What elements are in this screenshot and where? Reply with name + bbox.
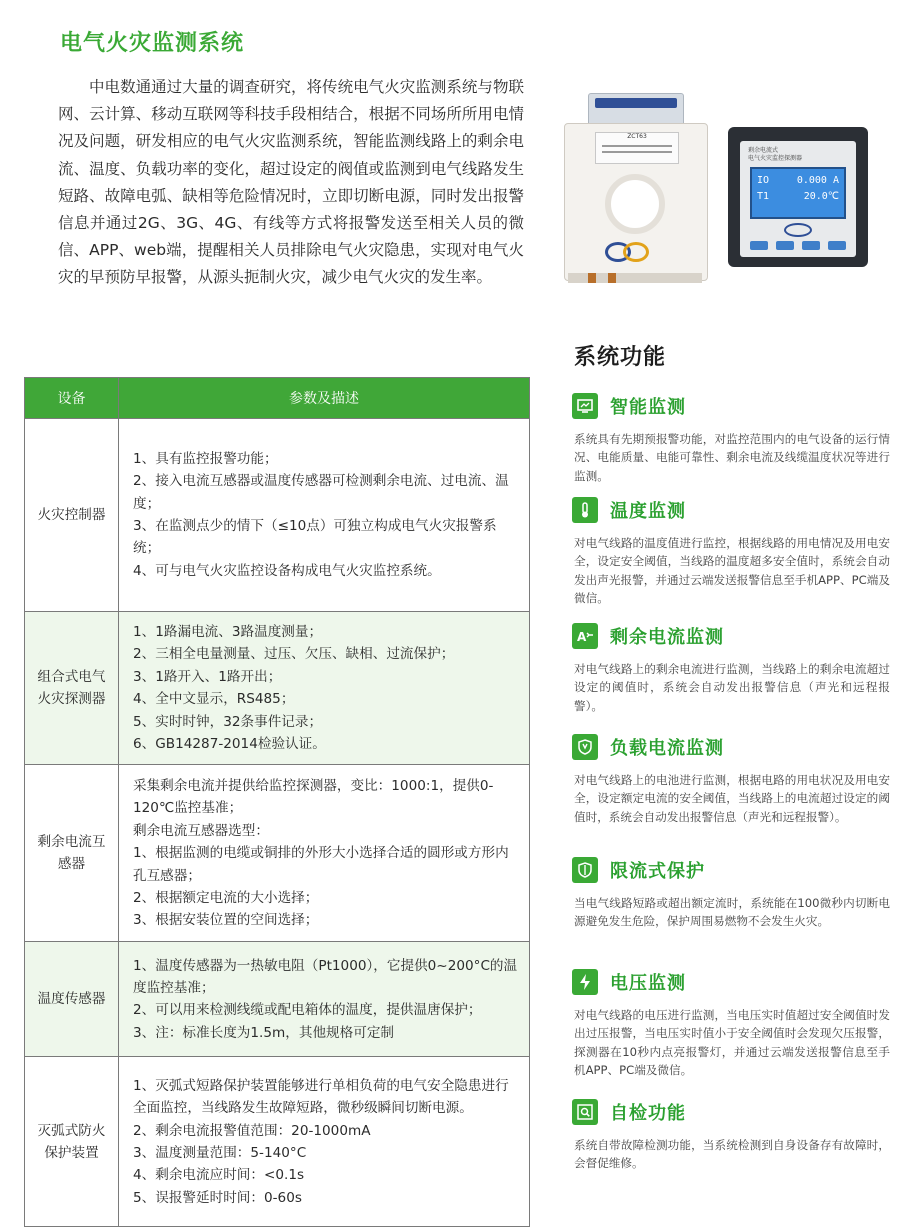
feature-desc: 系统具有先期预报警功能，对监控范围内的电气设备的运行情况、电能质量、电能可靠性、剩余电流及线缆温度状况等进行监测。 (574, 432, 890, 483)
feature-desc: 当电气线路短路或超出额定流时，系统能在100微秒内切断电源避免发生危险，保护周围易燃物不会发生火灾。 (574, 896, 890, 929)
device-cell: 组合式电气火灾探测器 (25, 612, 119, 765)
table-row (25, 612, 530, 765)
feature-residual-current (572, 622, 890, 715)
table-row (25, 942, 530, 1057)
load-icon (572, 734, 598, 760)
feature-voltage (572, 968, 890, 1080)
desc-cell: 1、温度传感器为一热敏电阻（Pt1000），它提供0~200°C的温度监控基准； 2、可以用来检测线缆或配电箱体的温度，提供温唐保护； 3、注：标准长度为1.5m，其他规格可定制 (119, 942, 530, 1057)
table-header-row (25, 378, 530, 419)
feature-name: 电压监测 (610, 973, 686, 994)
feature-self-check (572, 1098, 890, 1173)
desc-cell: 1、具有监控报警功能； 2、接入电流互感器或温度传感器可检测剩余电流、过电流、温度； 3、在监测点少的情下（≤10点）可独立构成电气火灾报警系统； 4、可与电气火灾监控设备构成电气火灾监控系统。 (119, 419, 530, 612)
feature-name: 自检功能 (610, 1103, 686, 1124)
table-row (25, 765, 530, 942)
detector-meter-image (728, 127, 868, 267)
ct-terminals (568, 273, 702, 283)
feature-smart-monitoring (572, 392, 890, 485)
device-cell: 灭弧式防火保护装置 (25, 1057, 119, 1227)
feature-name: 限流式保护 (610, 861, 705, 882)
ct-model: ZCT63 (627, 133, 647, 140)
intro-paragraph: 中电数通通过大量的调查研究，将传统电气火灾监测系统与物联网、云计算、移动互联网等科技手段相结合，根据不同场所所用电情况及问题，研发相应的电气火灾监测系统，智能监测线路上的剩余电流、温度、负载功率的变化，超过设定的阀值或监测到电气线路发生短路、故障电弧、缺相等危险情况时，立即切断电源，同时发出报警信息并通过2G、3G、4G、有线等方式将报警发送至相关人员的微信、APP、web端，提醒相关人员排除电气火灾隐患，实现对电气火灾的早预防早报警，从源头扼制火灾，减少电气火灾的发生率。 (58, 78, 524, 287)
feature-desc: 系统自带故障检测功能，当系统检测到自身设备存有故障时，会督促维修。 (574, 1138, 890, 1171)
ct-hole (605, 174, 665, 234)
desc-cell: 1、1路漏电流、3路温度测量； 2、三相全电量测量、过压、欠压、缺相、过流保护； 3、1路开入、1路开出； 4、全中文显示，RS485； 5、实时时钟，32条事件记录； 6、GB14287-2014检验认证。 (119, 612, 530, 765)
feature-desc: 对电气线路上的电池进行监测，根据电路的用电状况及用电安全，设定额定电流的安全阈值，当线路上的电流超过设定的阈值时，系统会自动发出报警信息（声光和远程报警）。 (574, 773, 890, 824)
meter-header-line: 电气火灾监控探测器 (748, 155, 803, 162)
page-title: 电气火灾监测系统 (60, 31, 245, 56)
feature-name: 剩余电流监测 (610, 627, 724, 648)
ct-body (564, 123, 708, 281)
product-image (560, 75, 870, 295)
meter-header-line: 剩余电流式 (748, 147, 779, 154)
current-icon (572, 623, 598, 649)
self-check-icon (572, 1099, 598, 1125)
feature-temperature (572, 496, 890, 608)
brand-logo-icon (605, 242, 665, 268)
current-transformer-image (560, 93, 710, 283)
meter-row: T1 20.0℃ (757, 191, 839, 202)
feature-load-current (572, 733, 890, 826)
feature-name: 智能监测 (610, 397, 686, 418)
thermometer-icon (572, 497, 598, 523)
svg-text:A: A (577, 630, 587, 644)
desc-cell: 采集剩余电流并提供给监控探测器，变比：1000:1，提供0-120℃监控基准； 剩余电流互感器选型： 1、根据监测的电缆或铜排的外形大小选择合适的圆形或方形内孔互感器； 2、根据额定电流的大小选择； 3、根据安装位置的空间选择； (119, 765, 530, 942)
feature-current-limit (572, 856, 890, 931)
meter-header (748, 147, 848, 163)
table-row (25, 419, 530, 612)
ct-nameplate (595, 132, 679, 164)
feature-desc: 对电气线路上的剩余电流进行监测，当线路上的剩余电流超过设定的阈值时，系统会自动发出报警信息（声光和远程报警）。 (574, 662, 890, 713)
table-row (25, 1057, 530, 1227)
device-spec-table (24, 377, 530, 1227)
functions-title: 系统功能 (574, 345, 667, 370)
device-cell: 温度传感器 (25, 942, 119, 1057)
feature-name: 温度监测 (610, 501, 686, 522)
shield-icon (572, 857, 598, 883)
table-header-device: 设备 (25, 378, 119, 419)
monitor-icon (572, 393, 598, 419)
desc-cell: 1、灭弧式短路保护装置能够进行单相负荷的电气安全隐患进行全面监控，当线路发生故障短路，微秒级瞬间切断电源。 2、剩余电流报警值范围：20-1000mA 3、温度测量范围：5-140°C 4、剩余电流应时间：<0.1s 5、误报警延时时间：0-60s (119, 1057, 530, 1227)
device-cell: 火灾控制器 (25, 419, 119, 612)
table-header-desc: 参数及描述 (119, 378, 530, 419)
meter-logo-icon (784, 223, 812, 237)
lightning-icon (572, 969, 598, 995)
feature-desc: 对电气线路的电压进行监测，当电压实时值超过安全阈值时发出过压报警，当电压实时值小于安全阈值时会发现欠压报警，探测器在10秒内点亮报警灯，并通过云端发送报警信息至手机APP、PC端及微信。 (574, 1008, 890, 1078)
meter-row: IO 0.000 A (757, 175, 839, 186)
feature-name: 负载电流监测 (610, 738, 724, 759)
meter-screen (750, 167, 846, 219)
feature-desc: 对电气线路的温度值进行监控，根据线路的用电情况及用电安全，设定安全阈值，当线路的温度超多安全值时，系统会自动发出声光报警，并通过云端发送报警信息至手机APP、PC端及微信。 (574, 536, 890, 606)
meter-buttons (750, 241, 846, 250)
device-cell: 剩余电流互感器 (25, 765, 119, 942)
